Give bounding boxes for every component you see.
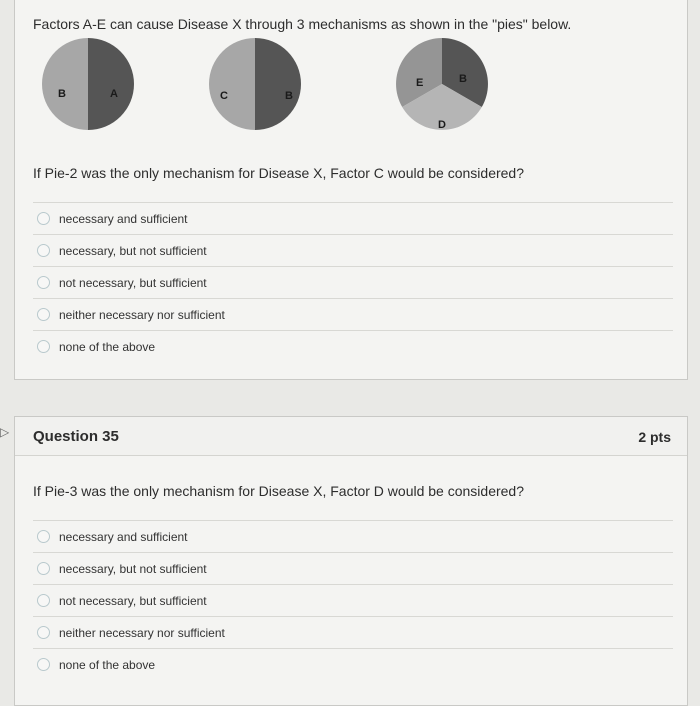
pie-1-label-b: B — [58, 88, 66, 100]
pie-1-label-a: A — [110, 88, 118, 100]
q35-option-3[interactable] — [33, 584, 673, 616]
question-35-points: 2 pts — [638, 429, 671, 445]
q35-option-4-label: neither necessary nor sufficient — [59, 625, 225, 640]
pie-2-label-c: C — [220, 90, 228, 102]
q34-option-2-label: necessary, but not sufficient — [59, 243, 207, 258]
pie-3-label-d: D — [438, 119, 446, 131]
intro-text: Factors A-E can cause Disease X through 3 mechanisms as shown in the "pies" below. — [33, 16, 572, 32]
q35-option-5[interactable] — [33, 648, 673, 680]
radio-icon[interactable] — [37, 626, 50, 639]
q34-option-1[interactable] — [33, 202, 673, 234]
question-35-card — [14, 416, 688, 706]
q34-option-5-label: none of the above — [59, 339, 156, 354]
radio-icon[interactable] — [37, 530, 50, 543]
pie-2 — [209, 38, 301, 130]
question-35-text: If Pie-3 was the only mechanism for Disease X, Factor D would be considered? — [33, 483, 525, 499]
q35-option-2-label: necessary, but not sufficient — [59, 561, 207, 576]
q34-option-4-label: neither necessary nor sufficient — [59, 307, 225, 322]
q34-option-2[interactable] — [33, 234, 673, 266]
pies-figure — [15, 38, 689, 158]
radio-icon[interactable] — [37, 244, 50, 257]
q35-option-2[interactable] — [33, 552, 673, 584]
pie-2-slice-b — [255, 38, 301, 130]
pie-2-slice-c — [209, 38, 255, 130]
radio-icon[interactable] — [37, 658, 50, 671]
question-35-header — [15, 417, 687, 456]
q35-option-4[interactable] — [33, 616, 673, 648]
q35-option-5-label: none of the above — [59, 657, 156, 672]
radio-icon[interactable] — [37, 594, 50, 607]
q34-option-3[interactable] — [33, 266, 673, 298]
pie-1-slice-b — [42, 38, 88, 130]
pie-1-slice-a — [88, 38, 134, 130]
q34-option-5[interactable] — [33, 330, 673, 362]
pie-3-label-b: B — [459, 73, 467, 85]
q34-option-3-label: not necessary, but sufficient — [59, 275, 207, 290]
pie-3-label-e: E — [416, 77, 424, 89]
q35-option-3-label: not necessary, but sufficient — [59, 593, 207, 608]
q34-option-4[interactable] — [33, 298, 673, 330]
question-34-text: If Pie-2 was the only mechanism for Disease X, Factor C would be considered? — [33, 165, 525, 181]
question-34-card — [14, 0, 688, 380]
pie-3 — [396, 38, 488, 131]
radio-icon[interactable] — [37, 212, 50, 225]
q35-option-1-label: necessary and sufficient — [59, 529, 188, 544]
question-marker-icon: ▷ — [0, 425, 10, 439]
radio-icon[interactable] — [37, 340, 50, 353]
pie-2-label-b: B — [285, 90, 293, 102]
q34-option-1-label: necessary and sufficient — [59, 211, 188, 226]
radio-icon[interactable] — [37, 308, 50, 321]
q35-option-1[interactable] — [33, 520, 673, 552]
radio-icon[interactable] — [37, 562, 50, 575]
pie-1 — [42, 38, 134, 130]
question-35-title: Question 35 — [33, 428, 119, 445]
radio-icon[interactable] — [37, 276, 50, 289]
